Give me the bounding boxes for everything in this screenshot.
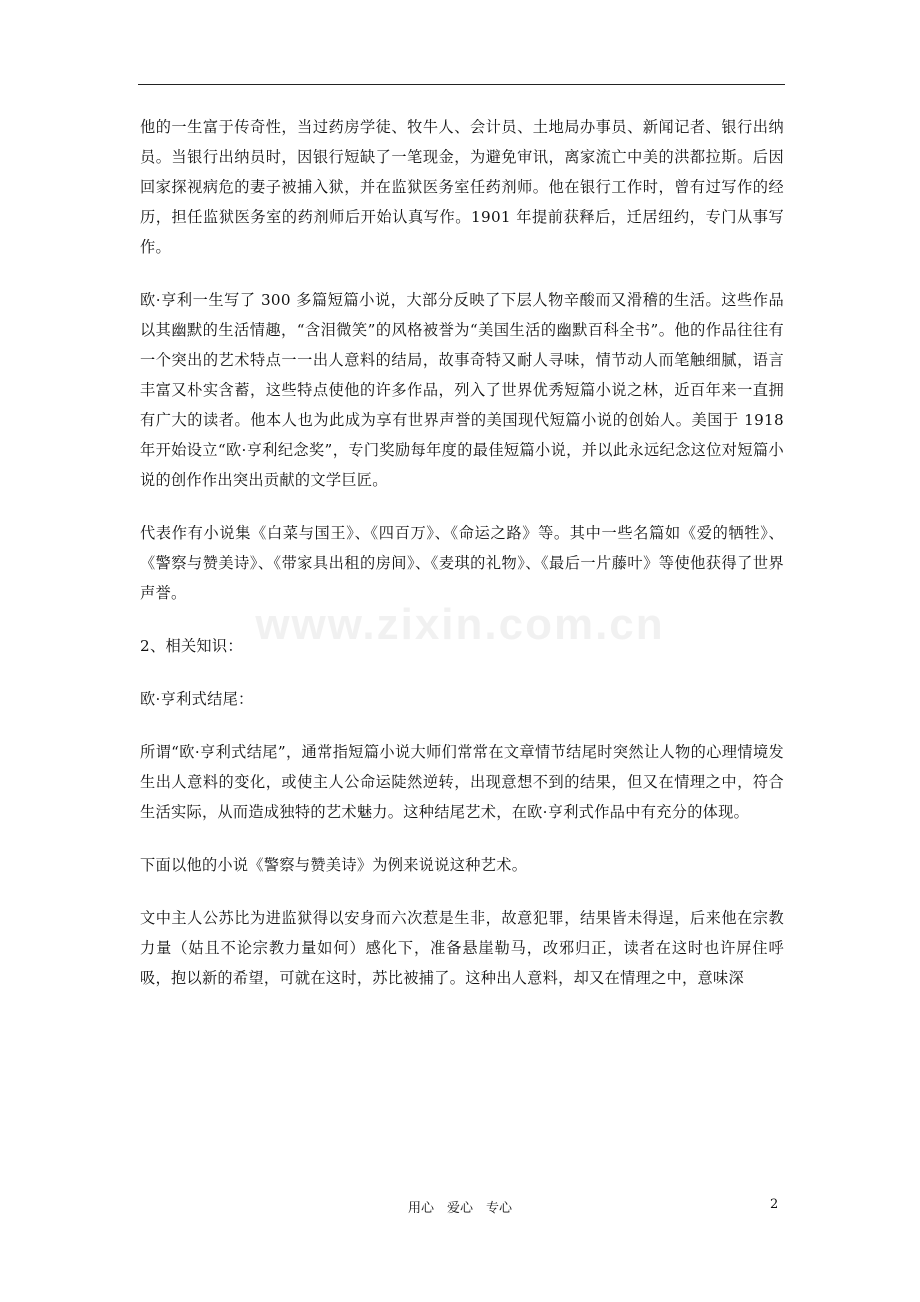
document-body: [140, 112, 784, 993]
paragraph-ending-definition: 所谓“欧·亨利式结尾”，通常指短篇小说大师们常常在文章情节结尾时突然让人物的心理情境发生出人意料的变化，或使主人公命运陡然逆转，出现意想不到的结果，但又在情理之中，符合生活实际，从而造成独特的艺术魅力。这种结尾艺术，在欧·亨利式作品中有充分的体现。: [140, 743, 784, 821]
section-heading-related-knowledge: 2、相关知识：: [140, 637, 243, 655]
paragraph-example-intro: 下面以他的小说《警察与赞美诗》为例来说说这种艺术。: [140, 856, 528, 874]
paragraph-example-analysis: 文中主人公苏比为进监狱得以安身而六次惹是生非，故意犯罪，结果皆未得逞，后来他在宗教力量（姑且不论宗教力量如何）感化下，准备悬崖勒马，改邪归正，读者在这时也许屏住呼吸，抱以新的希望，可就在这时，苏比被捕了。这种出人意料，却又在情理之中，意味深: [140, 909, 784, 987]
page-number: 2: [770, 1197, 779, 1212]
paragraph-representative-works: 代表作有小说集《白菜与国王》、《四百万》、《命运之路》等。其中一些名篇如《爱的牺牲》、《警察与赞美诗》、《带家具出租的房间》、《麦琪的礼物》、《最后一片藤叶》等使他获得了世界声誉。: [140, 524, 784, 602]
footer-motto: 用心 爱心 专心: [407, 1201, 512, 1216]
header-rule: [138, 84, 785, 85]
watermark: www.zixin.com.cn: [255, 600, 665, 649]
paragraph-works-overview: 欧·亨利一生写了 300 多篇短篇小说，大部分反映了下层人物辛酸而又滑稽的生活。这些作品以其幽默的生活情趣，“含泪微笑”的风格被誉为“美国生活的幽默百科全书”。他的作品往往有一个突出的艺术特点一一出人意料的结局，故事奇特又耐人寻味，情节动人而笔触细腻，语言丰富又朴实含蓄，这些特点使他的许多作品，列入了世界优秀短篇小说之林，近百年来一直拥有广大的读者。他本人也为此成为享有世界声誉的美国现代短篇小说的创始人。美国于 1918 年开始设立“欧·亨利纪念奖”，专门奖励每年度的最佳短篇小说，并以此永远纪念这位对短篇小说的创作作出突出贡献的文学巨匠。: [140, 291, 784, 489]
subheading-ohenry-ending: 欧·亨利式结尾：: [140, 690, 254, 708]
paragraph-biography: 他的一生富于传奇性，当过药房学徒、牧牛人、会计员、土地局办事员、新闻记者、银行出纳员。当银行出纳员时，因银行短缺了一笔现金，为避免审讯，离家流亡中美的洪都拉斯。后因回家探视病危的妻子被捕入狱，并在监狱医务室任药剂师。他在银行工作时，曾有过写作的经历，担任监狱医务室的药剂师后开始认真写作。1901 年提前获释后，迁居纽约，专门从事写作。: [140, 118, 784, 256]
